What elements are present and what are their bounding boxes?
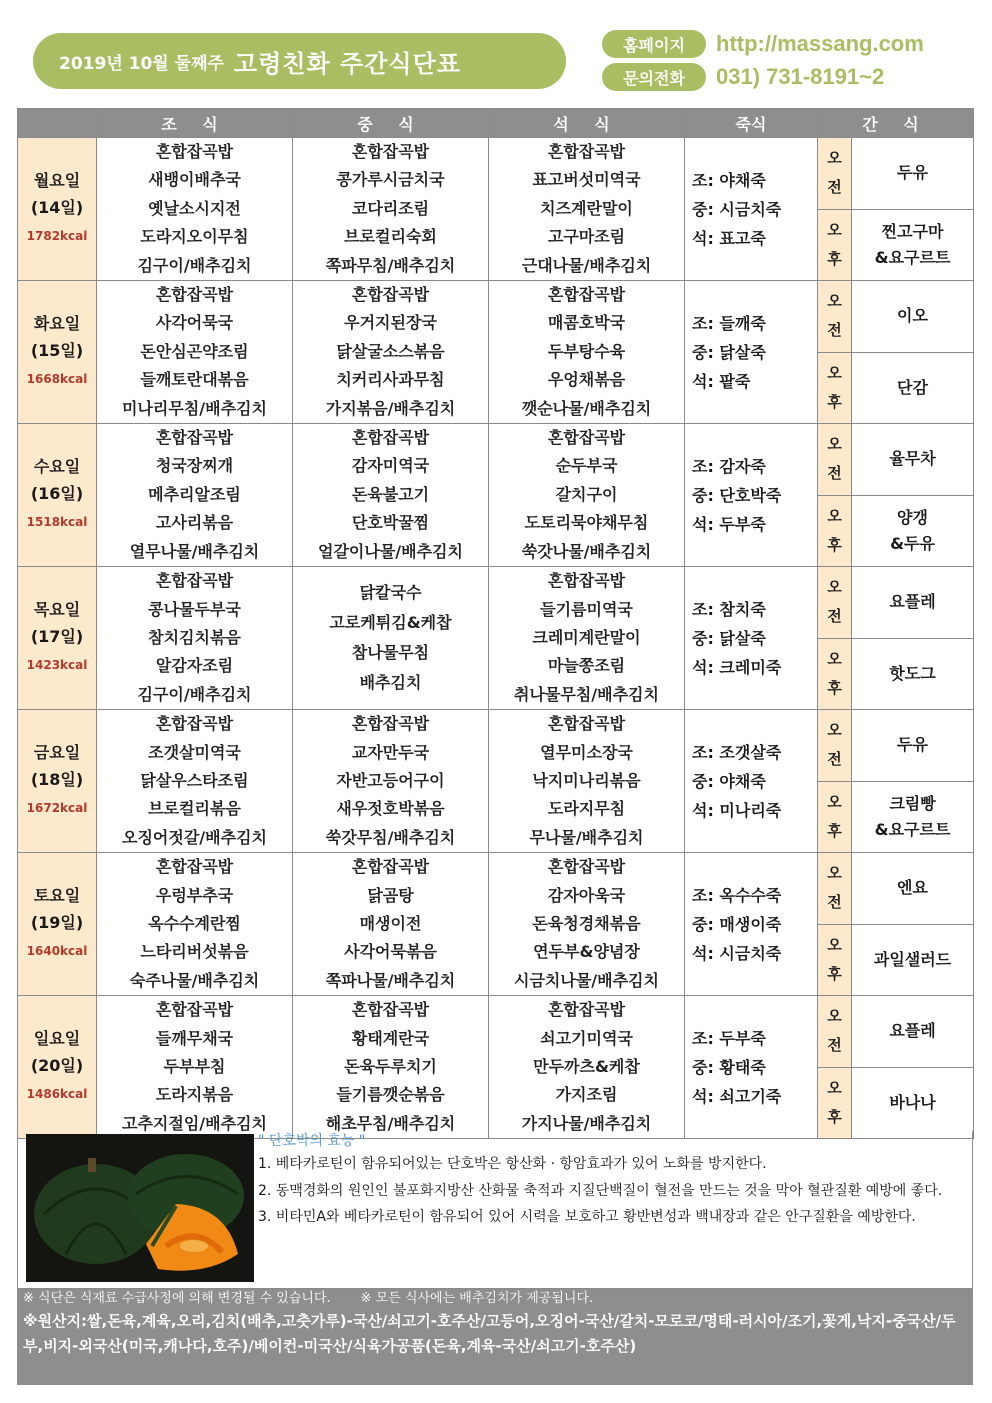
menu-item: 혼합잡곡밥: [351, 857, 430, 877]
porridge-item: 조: 조갯살죽: [692, 742, 782, 762]
porridge-item: 중: 단호박죽: [692, 485, 782, 505]
header-breakfast: 조 식: [97, 109, 293, 138]
dinner-menu-list: [489, 853, 684, 995]
menu-item: 자반고등어구이: [336, 770, 445, 790]
menu-item: 가지조림: [555, 1085, 618, 1105]
menu-item: 혼합잡곡밥: [547, 428, 626, 448]
porridge-item: 석: 시금치죽: [692, 943, 782, 963]
porridge-item: 중: 야채죽: [692, 771, 766, 791]
porridge-item: 석: 두부죽: [692, 514, 766, 534]
dinner-menu-list: [489, 710, 684, 852]
am-label: 오 전: [818, 567, 852, 639]
menu-item: 쪽파나물/배추김치: [325, 970, 456, 990]
header-lunch: 중 식: [293, 109, 489, 138]
day-date: (16일): [30, 484, 84, 504]
menu-item: 알감자조림: [155, 656, 234, 676]
pumpkin-info-box: [17, 1131, 973, 1289]
menu-item: 닭살굴소스볶음: [336, 341, 445, 361]
day-kcal: 1668kcal: [26, 372, 88, 387]
pm-label: 오 후: [818, 209, 852, 281]
porridge-cell: [685, 281, 818, 424]
day-date: (14일): [30, 198, 84, 218]
lunch-menu-list: [293, 281, 488, 423]
porridge-item: 조: 감자죽: [692, 456, 766, 476]
dinner-cell: [489, 567, 685, 710]
day-date: (15일): [30, 341, 84, 361]
menu-item: 교자만두국: [351, 742, 430, 762]
menu-item: 참나물무침: [351, 643, 430, 663]
menu-item: 브로컬리볶음: [148, 799, 241, 819]
menu-item: 돈육불고기: [351, 484, 430, 504]
menu-item: 고추지절임/배추김치: [122, 1113, 267, 1133]
porridge-cell: [685, 710, 818, 853]
dinner-menu-list: [489, 996, 684, 1138]
menu-item: 두부부침: [163, 1057, 226, 1076]
info-item: 1. 베타카로틴이 함유되어있는 단호박은 항산화 · 항암효과가 있어 노화를 방지한다.: [258, 1156, 767, 1172]
porridge-cell: [685, 138, 818, 281]
menu-item: 돈육두루치기: [344, 1057, 437, 1076]
day-row-am: [18, 853, 974, 925]
menu-item: 혼합잡곡밥: [155, 428, 234, 448]
porridge-item: 석: 크레미죽: [692, 657, 782, 677]
pm-label: 오 후: [818, 1067, 852, 1139]
breakfast-cell: [97, 567, 293, 710]
menu-item: 혼합잡곡밥: [547, 142, 626, 161]
porridge-cell: [685, 996, 818, 1139]
day-name: 수요일: [33, 457, 81, 477]
menu-item: 우렁부추국: [155, 885, 234, 905]
homepage-label: 홈페이지: [602, 30, 706, 58]
menu-item: 쑥갓나물/배추김치: [521, 541, 652, 561]
menu-item: 청국장찌개: [155, 456, 234, 476]
porridge-item: 조: 두부죽: [692, 1028, 766, 1048]
lunch-menu-list: [293, 424, 488, 566]
lunch-menu-list: [293, 138, 488, 280]
day-kcal: 1423kcal: [26, 658, 88, 673]
lunch-cell: [293, 567, 489, 710]
dinner-menu-list: [489, 424, 684, 566]
pm-label: 오 후: [818, 495, 852, 567]
menu-item: 닭살우스타조림: [140, 770, 249, 790]
homepage-link[interactable]: http://massang.com: [716, 31, 924, 56]
menu-item: 새우젓호박볶음: [336, 799, 445, 819]
breakfast-cell: [97, 710, 293, 853]
menu-item: 옥수수계란찜: [148, 913, 241, 933]
porridge-item: 중: 매생이죽: [692, 914, 782, 934]
menu-item: 갈치구이: [555, 484, 618, 504]
menu-item: 쇠고기미역국: [540, 1028, 633, 1048]
day-cell: [18, 567, 97, 710]
dinner-cell: [489, 424, 685, 567]
day-date: (18일): [30, 770, 84, 790]
day-kcal: 1640kcal: [26, 944, 88, 959]
menu-item: 쑥갓무침/배추김치: [325, 827, 456, 847]
menu-item: 크레미계란말이: [532, 627, 641, 647]
menu-item: 고구마조림: [547, 227, 626, 247]
menu-item: 근대나물/배추김치: [521, 255, 652, 275]
pm-label: 오 후: [818, 781, 852, 853]
menu-item: 해초무침/배추김치: [325, 1113, 456, 1133]
porridge-item: 중: 닭살죽: [692, 342, 766, 362]
menu-item: 우엉채볶음: [547, 370, 626, 390]
menu-item: 미나리무침/배추김치: [122, 398, 267, 418]
am-label: 오 전: [818, 138, 852, 210]
breakfast-cell: [97, 424, 293, 567]
day-row-am: [18, 281, 974, 353]
menu-item: 단호박꿀찜: [351, 513, 430, 533]
info-item: 3. 비타민A와 베타카로틴이 함유되어 있어 시력을 보호하고 황반변성과 백내장과 같은 안구질환을 예방한다.: [258, 1209, 916, 1225]
porridge-list: [692, 309, 817, 396]
menu-item: 혼합잡곡밥: [351, 285, 430, 305]
menu-item: 가지볶음/배추김치: [325, 398, 456, 418]
menu-item: 도토리묵야채무침: [524, 513, 649, 533]
menu-item: 혼합잡곡밥: [547, 285, 626, 305]
menu-item: 숙주나물/배추김치: [129, 970, 260, 990]
breakfast-menu-list: [97, 853, 292, 995]
breakfast-menu-list: [97, 996, 292, 1138]
porridge-list: [692, 595, 817, 682]
menu-item: 감자아욱국: [547, 885, 626, 905]
menu-item: 참치김치볶음: [148, 627, 241, 647]
menu-item: 닭칼국수: [359, 583, 422, 603]
menu-item: 치커리사과무침: [336, 370, 445, 390]
menu-item: 브로컬리숙회: [344, 227, 437, 247]
day-kcal: 1782kcal: [26, 229, 88, 244]
porridge-item: 조: 옥수수죽: [692, 885, 782, 905]
menu-item: 들깨토란대볶음: [140, 370, 249, 390]
pm-label: 오 후: [818, 638, 852, 710]
menu-item: 혼합잡곡밥: [547, 571, 626, 591]
menu-item: 고로케튀김&케찹: [329, 613, 452, 633]
porridge-item: 조: 야채죽: [692, 170, 766, 190]
porridge-item: 중: 시금치죽: [692, 199, 782, 219]
table-header-row: [18, 109, 974, 138]
menu-item: 가지나물/배추김치: [521, 1113, 652, 1133]
day-row-am: [18, 424, 974, 496]
am-label: 오 전: [818, 996, 852, 1068]
breakfast-cell: [97, 281, 293, 424]
lunch-menu-list: [293, 853, 488, 995]
menu-item: 들기름미역국: [540, 599, 633, 619]
phone-label: 문의전화: [602, 63, 706, 91]
day-name: 금요일: [33, 743, 81, 763]
menu-item: 깻순나물/배추김치: [521, 398, 652, 418]
dinner-cell: [489, 281, 685, 424]
day-date: (19일): [30, 913, 84, 933]
dinner-cell: [489, 138, 685, 281]
lunch-menu-list: [293, 996, 488, 1138]
page-title: 고령친화 주간식단표: [233, 49, 461, 78]
phone-row: [602, 62, 884, 92]
menu-item: 혼합잡곡밥: [547, 714, 626, 734]
day-row-am: [18, 996, 974, 1068]
dinner-menu-list: [489, 138, 684, 280]
snack-pm: 찐고구마 &요구르트: [852, 209, 974, 281]
breakfast-menu-list: [97, 710, 292, 852]
menu-item: 느타리버섯볶음: [140, 942, 249, 962]
breakfast-cell: [97, 853, 293, 996]
menu-item: 매생이전: [359, 913, 422, 933]
pumpkin-photo: [26, 1134, 254, 1282]
lunch-cell: [293, 281, 489, 424]
snack-pm: 과일샐러드: [852, 924, 974, 996]
menu-item: 혼합잡곡밥: [155, 714, 234, 734]
menu-item: 열무미소장국: [540, 742, 633, 762]
menu-item: 조갯살미역국: [148, 742, 241, 762]
dinner-cell: [489, 853, 685, 996]
kimchi-note: ※ 모든 식사에는 배추김치가 제공됩니다.: [360, 1291, 594, 1306]
menu-item: 코다리조림: [351, 198, 430, 218]
breakfast-menu-list: [97, 281, 292, 423]
menu-item: 열무나물/배추김치: [129, 541, 260, 561]
menu-item: 혼합잡곡밥: [155, 285, 234, 305]
menu-item: 쪽파무침/배추김치: [325, 255, 456, 275]
porridge-item: 중: 황태죽: [692, 1057, 766, 1077]
menu-item: 얼갈이나물/배추김치: [318, 541, 463, 561]
porridge-cell: [685, 567, 818, 710]
porridge-list: [692, 881, 817, 968]
breakfast-menu-list: [97, 567, 292, 709]
day-name: 월요일: [33, 171, 81, 191]
porridge-list: [692, 166, 817, 253]
menu-item: 두부탕수육: [547, 341, 626, 361]
lunch-cell: [293, 138, 489, 281]
menu-item: 혼합잡곡밥: [155, 142, 234, 161]
menu-item: 마늘쫑조림: [547, 656, 626, 676]
menu-item: 도라지오이무침: [140, 227, 249, 247]
porridge-list: [692, 452, 817, 539]
am-label: 오 전: [818, 281, 852, 353]
menu-item: 혼합잡곡밥: [351, 714, 430, 734]
am-label: 오 전: [818, 853, 852, 925]
menu-item: 닭곰탕: [367, 885, 414, 905]
menu-item: 혼합잡곡밥: [155, 1000, 234, 1020]
menu-item: 혼합잡곡밥: [155, 571, 234, 591]
porridge-item: 조: 들깨죽: [692, 313, 766, 333]
day-name: 화요일: [33, 314, 81, 334]
weekly-menu-table: [17, 108, 974, 1139]
menu-item: 황태계란국: [351, 1028, 430, 1048]
lunch-cell: [293, 424, 489, 567]
dinner-cell: [489, 996, 685, 1139]
day-row-am: [18, 710, 974, 782]
am-label: 오 전: [818, 424, 852, 496]
menu-item: 들깨무채국: [155, 1028, 234, 1048]
day-name: 목요일: [33, 600, 81, 620]
day-kcal: 1672kcal: [26, 801, 88, 816]
snack-am: 율무차: [852, 424, 974, 496]
menu-item: 혼합잡곡밥: [155, 857, 234, 877]
day-row-am: [18, 138, 974, 210]
menu-item: 취나물무침/배추김치: [514, 684, 659, 704]
day-kcal: 1486kcal: [26, 1087, 88, 1102]
info-item: 2. 동맥경화의 원인인 불포화지방산 산화물 축적과 지질단백질이 혈전을 만드는 것을 막아 혈관질환 예방에 좋다.: [258, 1182, 943, 1199]
porridge-item: 석: 팥죽: [692, 371, 751, 391]
menu-item: 콩가루시금치국: [336, 170, 445, 190]
menu-item: 매콤호박국: [547, 313, 626, 333]
porridge-item: 석: 쇠고기죽: [692, 1086, 782, 1106]
lunch-menu-list: [293, 578, 488, 698]
pm-label: 오 후: [818, 924, 852, 996]
menu-item: 순두부국: [555, 456, 618, 476]
menu-item: 들기름깻순볶음: [336, 1085, 445, 1105]
snack-am: 두유: [852, 138, 974, 210]
porridge-list: [692, 738, 817, 825]
snack-pm: 바나나: [852, 1067, 974, 1139]
dinner-menu-list: [489, 567, 684, 709]
am-label: 오 전: [818, 710, 852, 782]
snack-am: 두유: [852, 710, 974, 782]
info-title: " 단호박의 효능 ": [258, 1133, 366, 1149]
porridge-list: [692, 1024, 817, 1111]
porridge-item: 조: 참치죽: [692, 599, 766, 619]
snack-am: 이오: [852, 281, 974, 353]
day-cell: [18, 853, 97, 996]
menu-item: 시금치나물/배추김치: [514, 970, 659, 990]
menu-item: 오징어젓갈/배추김치: [122, 827, 267, 847]
breakfast-menu-list: [97, 424, 292, 566]
menu-item: 감자미역국: [351, 456, 430, 476]
day-cell: [18, 710, 97, 853]
porridge-cell: [685, 853, 818, 996]
menu-item: 혼합잡곡밥: [351, 428, 430, 448]
menu-item: 치즈계란말이: [540, 198, 633, 218]
menu-item: 혼합잡곡밥: [547, 1000, 626, 1020]
menu-item: 콩나물두부국: [148, 599, 241, 619]
breakfast-cell: [97, 138, 293, 281]
menu-item: 도라지무침: [547, 799, 626, 819]
menu-item: 배추김치: [359, 673, 422, 693]
snack-pm: 핫도그: [852, 638, 974, 710]
lunch-cell: [293, 710, 489, 853]
pumpkin-benefits: [258, 1131, 966, 1231]
day-cell: [18, 281, 97, 424]
day-name: 일요일: [33, 1029, 81, 1049]
snack-am: 엔요: [852, 853, 974, 925]
porridge-item: 석: 표고죽: [692, 228, 766, 248]
porridge-cell: [685, 424, 818, 567]
menu-item: 혼합잡곡밥: [547, 857, 626, 877]
day-cell: [18, 424, 97, 567]
menu-item: 우거지된장국: [344, 313, 437, 333]
header-snack: 간 식: [818, 109, 974, 138]
menu-item: 옛날소시지전: [148, 198, 241, 218]
snack-am: 요플레: [852, 567, 974, 639]
notice-bar: [17, 1289, 973, 1385]
porridge-item: 중: 닭살죽: [692, 628, 766, 648]
day-date: (20일): [30, 1056, 84, 1076]
menu-item: 사각어묵볶음: [344, 942, 437, 962]
title-banner: [33, 33, 566, 89]
menu-item: 혼합잡곡밥: [351, 142, 430, 161]
day-row-am: [18, 567, 974, 639]
day-cell: [18, 138, 97, 281]
menu-item: 메추리알조림: [148, 484, 241, 504]
header-dinner: 석 식: [489, 109, 685, 138]
breakfast-cell: [97, 996, 293, 1139]
menu-change-note: ※ 식단은 식재료 수급사정에 의해 변경될 수 있습니다.: [23, 1291, 331, 1306]
menu-item: 연두부&양념장: [533, 942, 640, 962]
menu-item: 무나물/배추김치: [529, 827, 644, 847]
menu-item: 낙지미나리볶음: [532, 770, 641, 790]
day-kcal: 1518kcal: [26, 515, 88, 530]
homepage-row: [602, 29, 924, 59]
dinner-cell: [489, 710, 685, 853]
snack-pm: 양갱 &두유: [852, 495, 974, 567]
phone-number: 031) 731-8191~2: [716, 64, 885, 89]
title-prefix: 2019년 10월 둘째주: [59, 53, 224, 74]
day-date: (17일): [30, 627, 84, 647]
menu-item: 김구이/배추김치: [137, 255, 252, 275]
menu-item: 김구이/배추김치: [137, 684, 252, 704]
lunch-menu-list: [293, 710, 488, 852]
notice-line: [23, 1289, 967, 1309]
menu-item: 도라지볶음: [155, 1085, 234, 1105]
lunch-cell: [293, 853, 489, 996]
menu-item: 사각어묵국: [155, 313, 234, 333]
menu-item: 만두까츠&케찹: [533, 1057, 640, 1076]
day-cell: [18, 996, 97, 1139]
snack-pm: 단감: [852, 352, 974, 424]
menu-item: 돈안심곤약조림: [140, 341, 249, 361]
breakfast-menu-list: [97, 138, 292, 280]
origin-info: ※원산지:쌀,돈육,계육,오리,김치(배추,고춧가루)-국산/쇠고기-호주산/고등어,오징어-국산/갈치-모로코/명태-러시아/조기,꽃게,낙지-중국산/두부,비지-외국산(미국,캐나다,호주)/베이컨-미국산/식육가공품(돈육,계육-국산/쇠고기-호주산): [23, 1312, 956, 1355]
menu-item: 혼합잡곡밥: [351, 1000, 430, 1020]
day-name: 토요일: [33, 886, 81, 906]
lunch-cell: [293, 996, 489, 1139]
dinner-menu-list: [489, 281, 684, 423]
menu-item: 새뱅이배추국: [148, 170, 241, 190]
snack-pm: 크림빵 &요구르트: [852, 781, 974, 853]
menu-item: 돈육청경채볶음: [532, 913, 641, 933]
header-porridge: 죽식: [685, 109, 818, 138]
header-day: [18, 109, 97, 138]
pm-label: 오 후: [818, 352, 852, 424]
menu-item: 표고버섯미역국: [532, 170, 641, 190]
menu-item: 고사리볶음: [155, 513, 234, 533]
porridge-item: 석: 미나리죽: [692, 800, 782, 820]
snack-am: 요플레: [852, 996, 974, 1068]
